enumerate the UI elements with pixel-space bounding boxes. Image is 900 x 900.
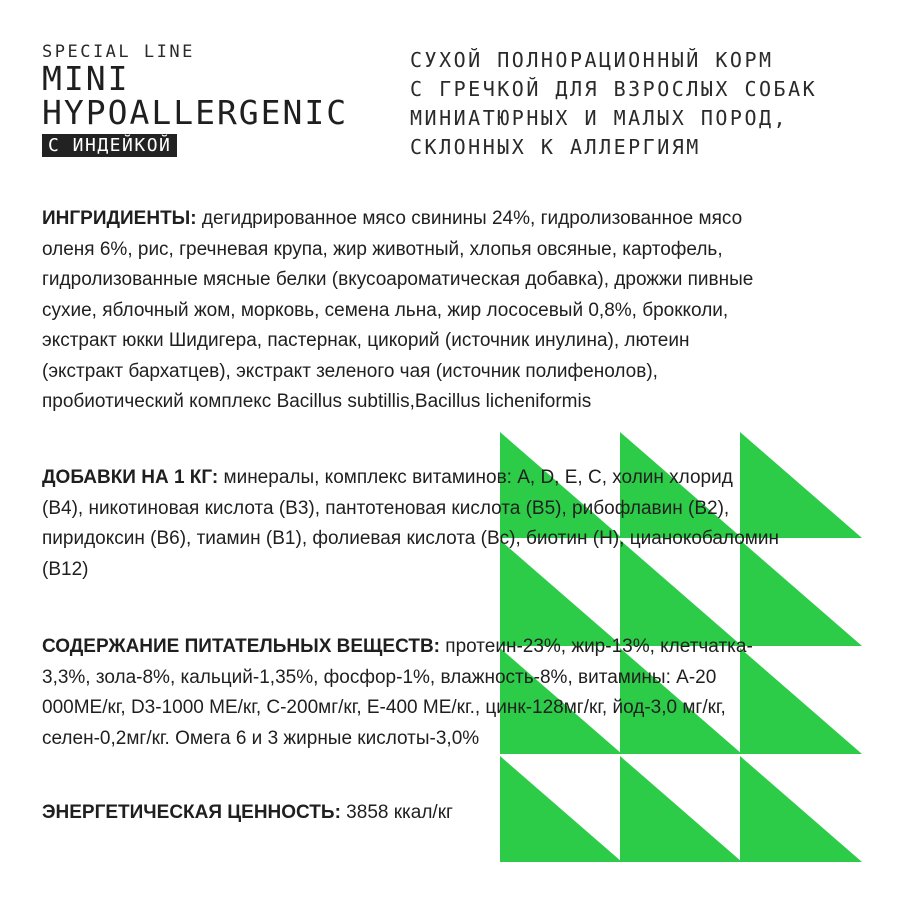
energy-heading: ЭНЕРГЕТИЧЕСКАЯ ЦЕННОСТЬ: [42,802,341,823]
ingredients-line: гидролизованные мясные белки (вкусоароматическая добавка), дрожжи пивные [42,269,754,290]
product-line-label: SPECIAL LINE [42,42,195,62]
ingredients-heading: ИНГРИДИЕНТЫ: [42,208,197,229]
nutrients-text: протеин-23%, жир-13%, клетчатка- [440,636,753,657]
nutrients-line: 3,3%, зола-8%, кальций-1,35%, фосфор-1%, влажность-8%, витамины: А-20 [42,666,717,688]
nutrients-line [42,632,862,663]
additives-text: минералы, комплекс витаминов: A, D, E, C, холин хлорид [218,467,733,488]
ingredients-line: пробиотический комплекс Bacillus subtillis,Bacillus licheniformis [42,391,592,412]
description-line: С ГРЕЧКОЙ ДЛЯ ВЗРОСЛЫХ СОБАК [410,77,818,101]
ingredients-line: оленя 6%, рис, гречневая крупа, жир животный, хлопья овсяные, картофель, [42,238,723,260]
additives-line [42,463,862,494]
nutrients-line: 000МЕ/кг, D3-1000 МЕ/кг, С-200мг/кг, Е-400 МЕ/кг., цинк-128мг/кг, йод-3,0 мг/кг, [42,697,726,718]
product-name-line-2: HYPOALLERGENIC [42,93,349,132]
ingredients-text: дегидрированное мясо свинины 24%, гидролизованное мясо [196,208,743,229]
ingredients-line [42,204,862,235]
product-description [410,46,880,162]
description-line: СКЛОННЫХ К АЛЛЕРГИЯМ [410,135,701,159]
description-line: СУХОЙ ПОЛНОРАЦИОННЫЙ КОРМ [410,48,774,72]
nutrients-section [42,632,862,754]
ingredients-line: (экстракт бархатцев), экстракт зеленого чая (источник полифенолов), [42,360,658,382]
nutrients-line: селен-0,2мг/кг. Омега 6 и 3 жирные кислоты-3,0% [42,727,480,749]
ingredients-line: сухие, яблочный жом, морковь, семена льна, жир лососевый 0,8%, брокколи, [42,299,729,321]
brand-block [42,42,382,157]
product-name-line-1: MINI [42,59,130,98]
additives-heading: ДОБАВКИ НА 1 КГ: [42,467,219,488]
energy-section [42,798,862,829]
additives-section [42,463,862,585]
additives-line: (B12) [42,558,89,580]
description-line: МИНИАТЮРНЫХ И МАЛЫХ ПОРОД, [410,106,789,130]
energy-line [42,798,862,829]
nutrients-heading: СОДЕРЖАНИЕ ПИТАТЕЛЬНЫХ ВЕЩЕСТВ: [42,636,440,657]
additives-line: пиридоксин (B6), тиамин (B1), фолиевая кислота (Bc), биотин (H), цианокобаломин [42,528,779,549]
ingredients-line: экстракт юкки Шидигера, пастернак, цикорий (источник инулина), лютеин [42,330,690,351]
variant-badge: С ИНДЕЙКОЙ [42,134,177,157]
energy-value: 3858 ккал/кг [340,802,453,823]
additives-line: (B4), никотиновая кислота (B3), пантотеновая кислота (B5), рибофлавин (B2), [42,497,730,519]
ingredients-section [42,204,862,418]
